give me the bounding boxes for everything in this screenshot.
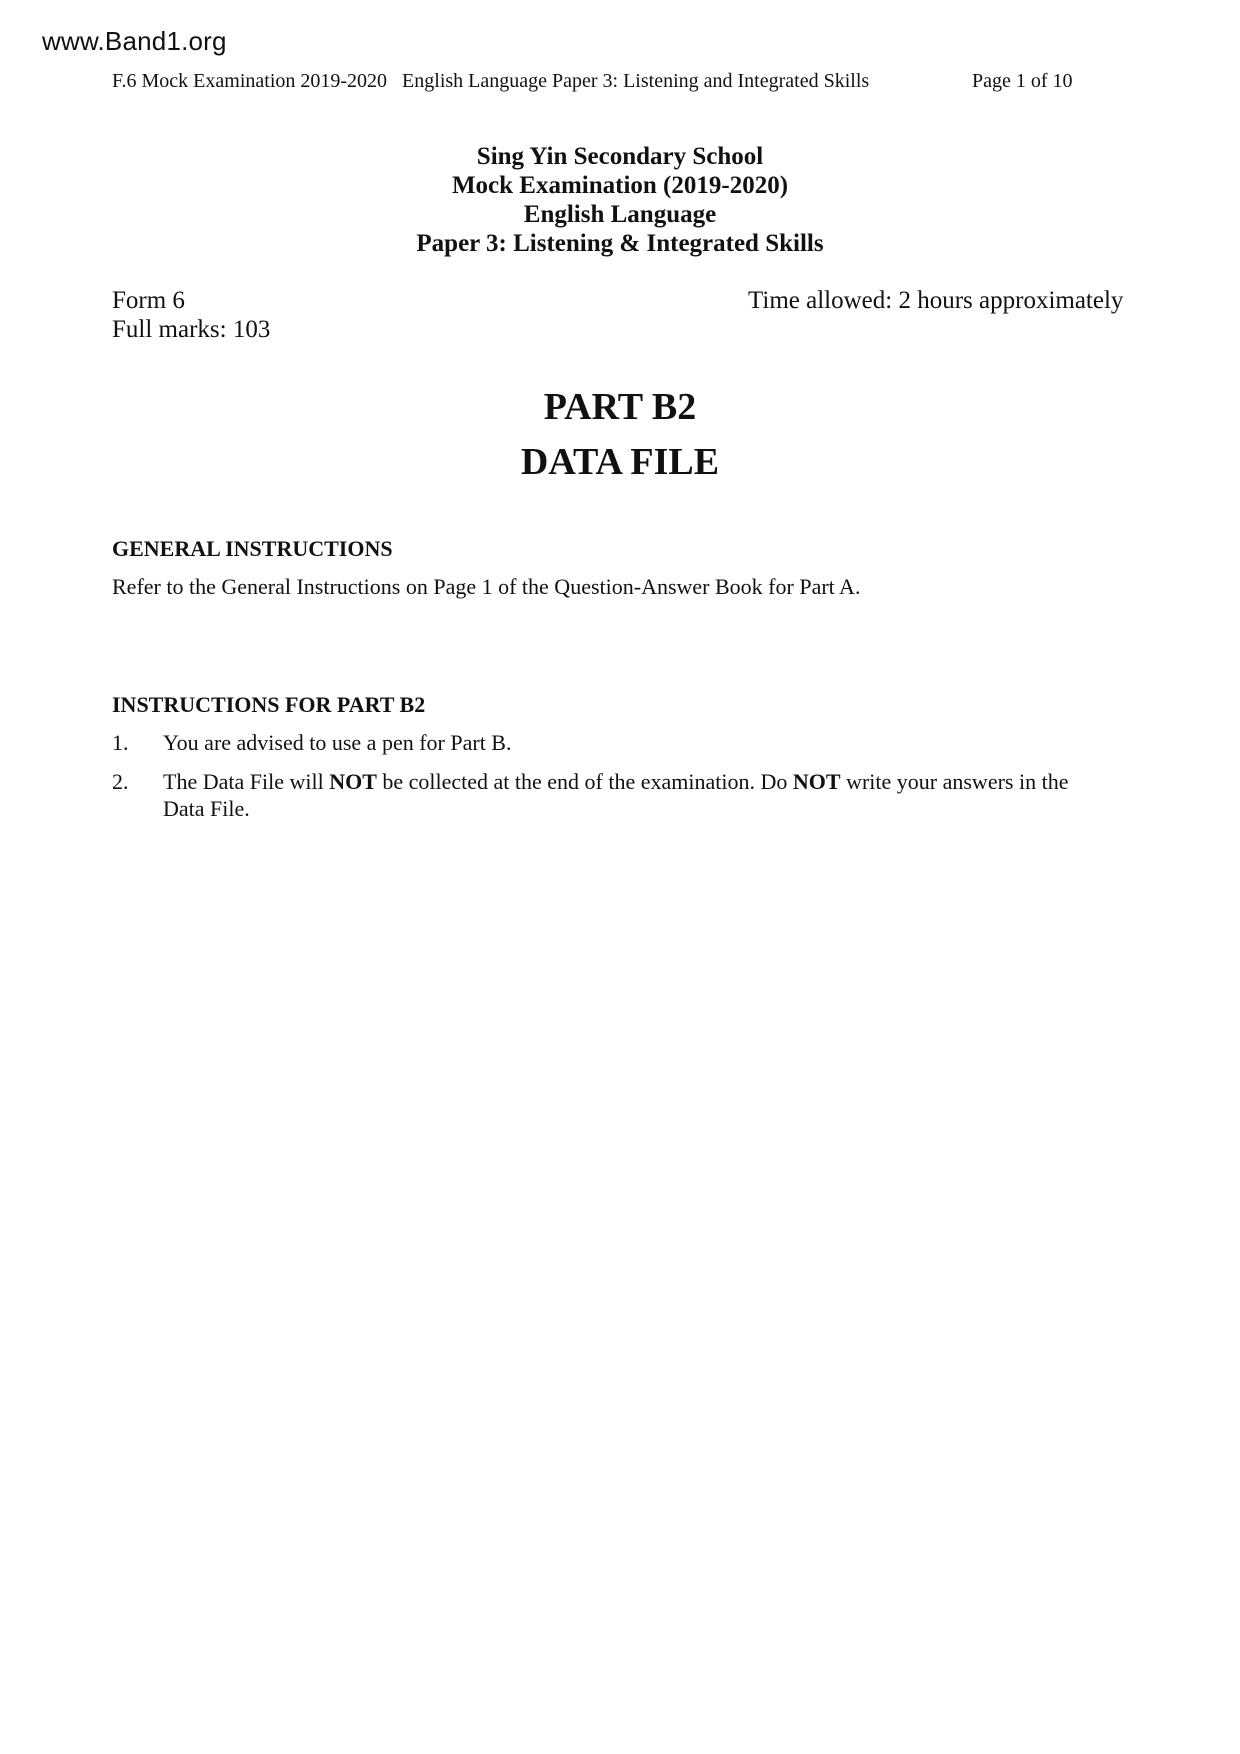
general-instructions-title: GENERAL INSTRUCTIONS xyxy=(112,536,393,561)
exam-meta-left xyxy=(112,286,270,344)
part-b2-instructions-title: INSTRUCTIONS FOR PART B2 xyxy=(112,692,426,717)
data-file-heading: DATA FILE xyxy=(520,441,720,483)
instruction-number: 1. xyxy=(112,730,129,755)
watermark: www.Band1.org xyxy=(42,26,227,56)
time-allowed: Time allowed: 2 hours approximately xyxy=(748,287,1124,314)
instruction-list xyxy=(112,729,1112,834)
instruction-text-part: be collected at the end of the examination. Do xyxy=(376,769,793,794)
title-block xyxy=(0,142,1240,258)
running-header-title: F.6 Mock Examination 2019-2020 English Language Paper 3: Listening and Integrated Skills xyxy=(112,70,870,92)
instruction-text-part: The Data File will xyxy=(163,769,330,794)
instruction-number: 2. xyxy=(112,769,129,794)
general-instructions-text: Refer to the General Instructions on Page 1 of the Question-Answer Book for Part A. xyxy=(112,574,861,599)
subject-name: English Language xyxy=(523,201,717,228)
instruction-text-part: write your answers in the Data File. xyxy=(163,769,1069,821)
paper-name: Paper 3: Listening & Integrated Skills xyxy=(416,230,824,257)
emphasis-not: NOT xyxy=(329,769,377,794)
page-number: Page 1 of 10 xyxy=(972,70,1073,92)
part-heading: PART B2 xyxy=(543,386,697,428)
instruction-item xyxy=(112,768,1112,822)
form-level: Form 6 xyxy=(112,287,185,314)
full-marks: Full marks: 103 xyxy=(112,316,271,343)
instruction-item xyxy=(112,729,1112,756)
school-name: Sing Yin Secondary School xyxy=(476,143,764,170)
instruction-text: You are advised to use a pen for Part B. xyxy=(163,730,512,755)
exam-name: Mock Examination (2019-2020) xyxy=(451,172,789,199)
emphasis-not: NOT xyxy=(792,769,841,794)
instruction-text xyxy=(163,769,1068,821)
